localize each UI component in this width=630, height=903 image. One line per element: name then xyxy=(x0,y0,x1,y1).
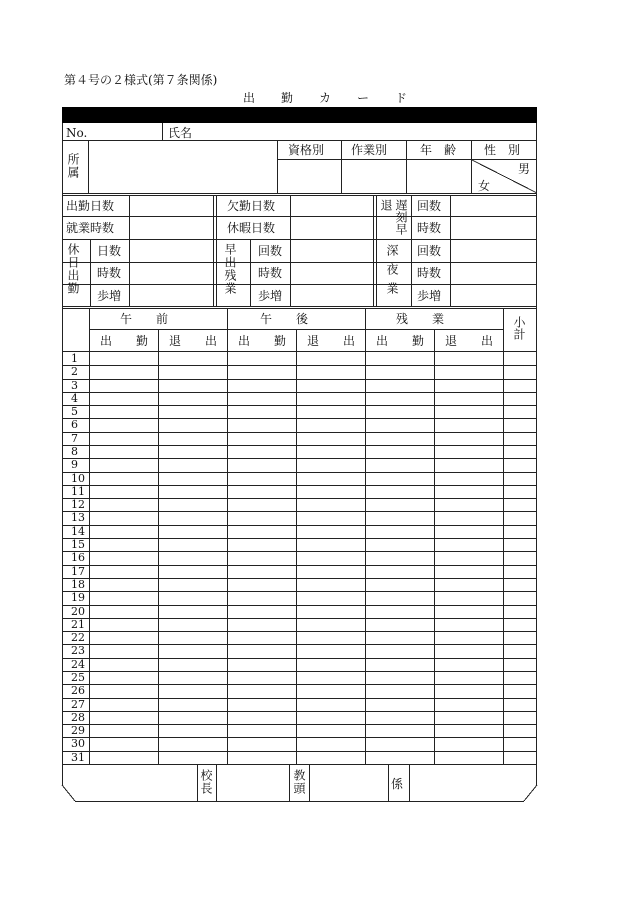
night-stepup-label: 歩増 xyxy=(417,289,442,303)
title-char: ド xyxy=(395,91,408,105)
day-number-column xyxy=(62,352,89,764)
day-number: 17 xyxy=(71,565,85,578)
principal-label: 校長 xyxy=(199,769,213,795)
am-clock-in-header: 出 勤 xyxy=(100,334,149,348)
attendance-days-label: 出勤日数 xyxy=(66,199,115,213)
qualification-label: 資格別 xyxy=(288,143,325,157)
title-char: ー xyxy=(357,91,370,105)
day-number: 26 xyxy=(71,684,85,697)
ot-clock-out-header: 退 出 xyxy=(445,334,494,348)
leave-days-label: 休暇日数 xyxy=(227,221,276,235)
night-hours-label: 時数 xyxy=(417,266,442,280)
day-number: 28 xyxy=(71,711,85,724)
pm-clock-out-header: 退 出 xyxy=(307,334,356,348)
day-number: 16 xyxy=(71,551,85,564)
day-number: 31 xyxy=(71,751,85,764)
form-label: 第４号の２様式(第７条関係) xyxy=(64,73,218,87)
night-work-label: 深夜業 xyxy=(385,244,399,301)
subtotal-header: 小計 xyxy=(512,316,526,340)
day-number: 18 xyxy=(71,578,85,591)
day-number: 1 xyxy=(71,352,78,365)
absence-days-label: 欠勤日数 xyxy=(227,199,276,213)
sex-label: 性 別 xyxy=(484,143,521,157)
title-char: カ xyxy=(319,91,332,105)
early-stepup-label: 歩増 xyxy=(258,289,283,303)
head-teacher-label: 教頭 xyxy=(292,769,306,795)
day-number: 30 xyxy=(71,737,85,750)
holiday-hours-label: 時数 xyxy=(97,266,122,280)
no-label: No. xyxy=(66,126,88,140)
pm-clock-in-header: 出 勤 xyxy=(238,334,287,348)
early-count-label: 回数 xyxy=(258,244,283,258)
day-number: 11 xyxy=(71,485,85,498)
day-number: 23 xyxy=(71,644,85,657)
age-label: 年 齢 xyxy=(420,143,457,157)
pm-header: 午 後 xyxy=(260,312,309,326)
day-number: 2 xyxy=(71,365,78,378)
name-label: 氏名 xyxy=(168,126,193,140)
early-hours-label: 時数 xyxy=(258,266,283,280)
late-count-label: 回数 xyxy=(417,199,442,213)
male-label: 男 xyxy=(518,162,531,176)
day-number: 4 xyxy=(71,392,78,405)
day-number: 13 xyxy=(71,511,85,524)
am-header: 午 前 xyxy=(120,312,169,326)
day-number: 7 xyxy=(71,432,78,445)
day-number: 12 xyxy=(71,498,85,511)
early-overtime-label: 早出残業 xyxy=(223,243,237,295)
ot-clock-in-header: 出 勤 xyxy=(376,334,425,348)
title-char: 出 xyxy=(243,91,256,105)
day-number: 27 xyxy=(71,698,85,711)
late-hours-label: 時数 xyxy=(417,221,442,235)
affiliation-label: 所属 xyxy=(66,153,80,179)
day-number: 9 xyxy=(71,458,78,471)
late-early-text: 遅刻早退 xyxy=(379,199,408,235)
overtime-header: 残 業 xyxy=(396,312,445,326)
day-number: 19 xyxy=(71,591,85,604)
day-number: 25 xyxy=(71,671,85,684)
day-number: 15 xyxy=(71,538,85,551)
am-clock-out-header: 退 出 xyxy=(169,334,218,348)
day-number: 8 xyxy=(71,445,78,458)
late-early-label xyxy=(376,198,412,238)
female-label: 女 xyxy=(478,179,491,193)
working-hours-label: 就業時数 xyxy=(66,221,115,235)
night-count-label: 回数 xyxy=(417,244,442,258)
work-type-label: 作業別 xyxy=(351,143,388,157)
day-number: 22 xyxy=(71,631,85,644)
day-number: 21 xyxy=(71,618,85,631)
day-number: 24 xyxy=(71,658,85,671)
day-number: 5 xyxy=(71,405,78,418)
holiday-days-label: 日数 xyxy=(97,244,122,258)
day-number: 10 xyxy=(71,472,85,485)
day-number: 20 xyxy=(71,605,85,618)
holiday-stepup-label: 歩増 xyxy=(97,289,122,303)
day-number: 3 xyxy=(71,379,78,392)
day-number: 29 xyxy=(71,724,85,737)
day-number: 14 xyxy=(71,525,85,538)
clerk-label: 係 xyxy=(391,777,404,791)
day-number: 6 xyxy=(71,418,78,431)
holiday-work-label: 休日出勤 xyxy=(66,243,80,295)
title-char: 勤 xyxy=(281,91,294,105)
